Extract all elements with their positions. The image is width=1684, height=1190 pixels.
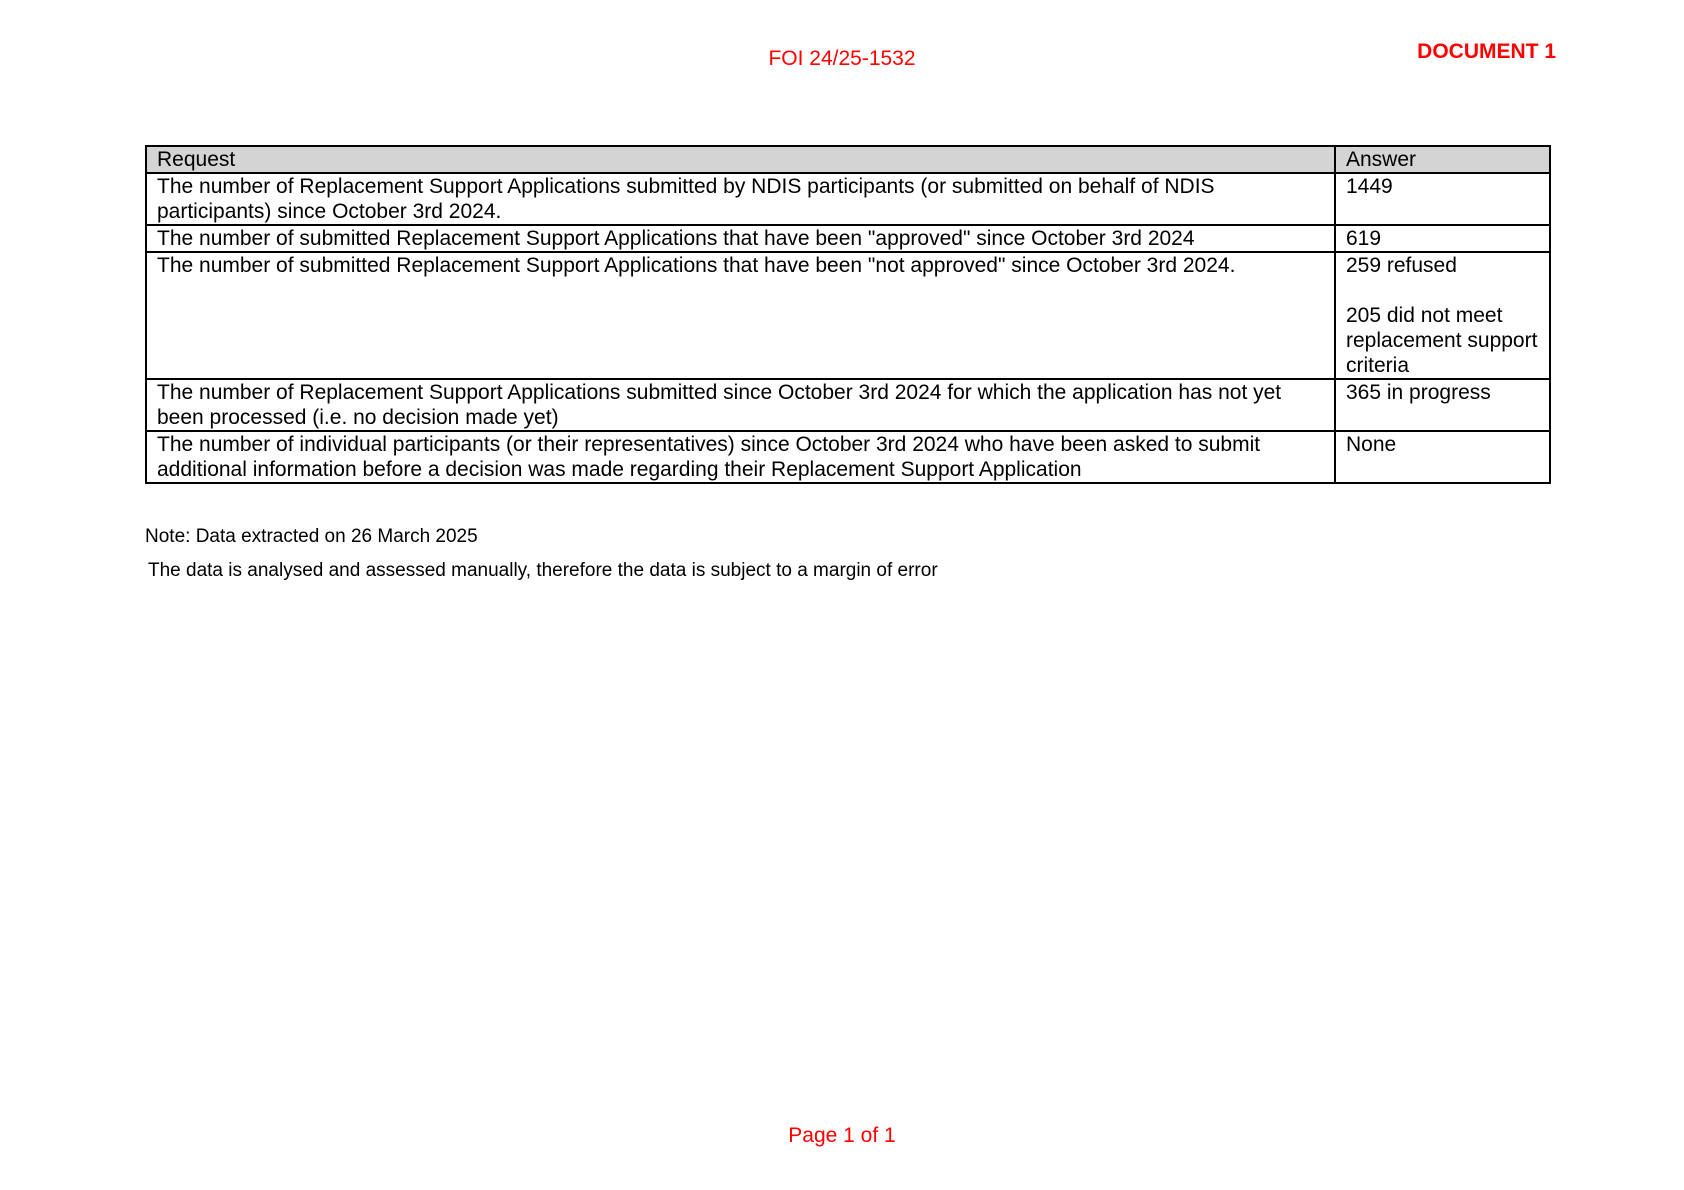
answer-cell bbox=[1335, 225, 1550, 252]
column-header-request: Request bbox=[146, 146, 1335, 173]
answer-cell bbox=[1335, 173, 1550, 225]
request-cell: The number of Replacement Support Applications submitted by NDIS participants (or submitted on behalf of NDIS participants) since October 3rd 2024. bbox=[146, 173, 1335, 225]
answer-cell bbox=[1335, 252, 1550, 379]
table-row bbox=[146, 225, 1550, 252]
table-header-row bbox=[146, 146, 1550, 173]
answer-value: 619 bbox=[1346, 227, 1382, 250]
foi-reference: FOI 24/25-1532 bbox=[768, 47, 916, 70]
answer-value: 1449 bbox=[1346, 175, 1393, 198]
answer-value: 365 in progress bbox=[1346, 381, 1491, 404]
answer-cell bbox=[1335, 379, 1550, 431]
document-label: DOCUMENT 1 bbox=[1417, 40, 1556, 63]
table-row bbox=[146, 252, 1550, 379]
column-header-answer: Answer bbox=[1335, 146, 1550, 173]
table-row bbox=[146, 431, 1550, 483]
table-row bbox=[146, 173, 1550, 225]
foi-data-table bbox=[145, 145, 1551, 484]
page-number: Page 1 of 1 bbox=[788, 1124, 896, 1147]
answer-spacer bbox=[1346, 278, 1539, 303]
answer-value: None bbox=[1346, 433, 1397, 456]
request-cell: The number of submitted Replacement Support Applications that have been "approved" since October 3rd 2024 bbox=[146, 225, 1335, 252]
answer-value: 259 refused bbox=[1346, 254, 1457, 277]
request-cell: The number of Replacement Support Applications submitted since October 3rd 2024 for which the application has not yet been processed (i.e. no decision made yet) bbox=[146, 379, 1335, 431]
answer-value: 205 did not meet replacement support criteria bbox=[1346, 304, 1538, 377]
extraction-note: Note: Data extracted on 26 March 2025 bbox=[145, 526, 478, 547]
answer-cell bbox=[1335, 431, 1550, 483]
data-disclaimer: The data is analysed and assessed manually, therefore the data is subject to a margin of error bbox=[148, 560, 938, 581]
request-cell: The number of individual participants (or their representatives) since October 3rd 2024 who have been asked to submit additional information before a decision was made regarding their Replacement Support Application bbox=[146, 431, 1335, 483]
request-cell: The number of submitted Replacement Support Applications that have been "not approved" since October 3rd 2024. bbox=[146, 252, 1335, 379]
table-row bbox=[146, 379, 1550, 431]
